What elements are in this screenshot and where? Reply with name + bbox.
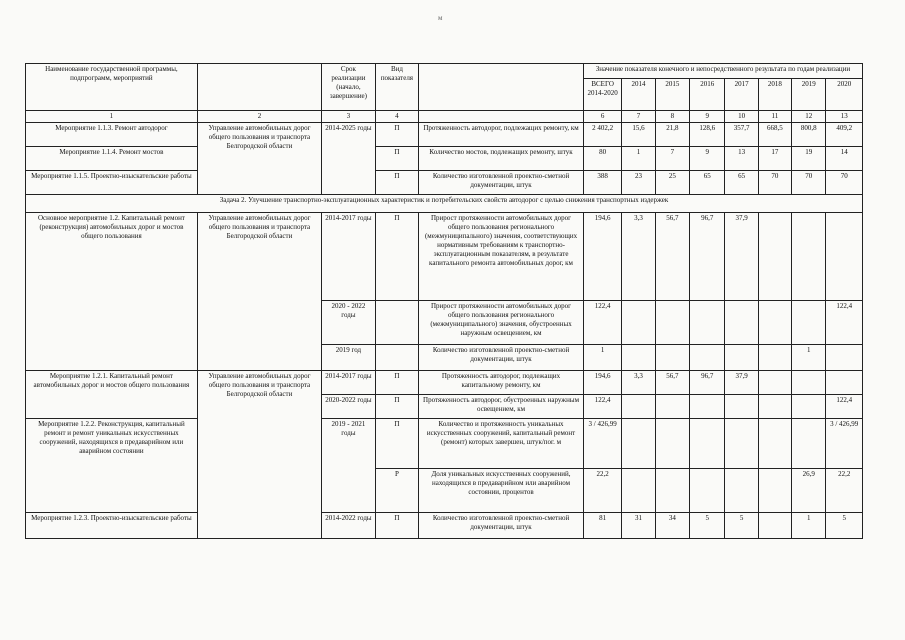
indicator-kind: П xyxy=(375,371,418,395)
table-row xyxy=(26,213,863,301)
measure-name: Мероприятие 1.2.1. Капитальный ремонт автомобильных дорог и мостов общего пользования xyxy=(26,371,198,419)
value-cell xyxy=(690,345,725,371)
col-number: 10 xyxy=(725,111,758,123)
value-cell xyxy=(826,345,863,371)
measure-name: Мероприятие 1.1.4. Ремонт мостов xyxy=(26,147,198,171)
value-cell: 96,7 xyxy=(690,371,725,395)
indicator-text: Количество изготовленной проектно-сметной документации, штук xyxy=(419,171,584,195)
table-row xyxy=(26,419,863,469)
value-cell xyxy=(725,301,758,345)
indicator-text: Протяженность автодорог, обустроенных наружным освещением, км xyxy=(419,395,584,419)
col-number: 3 xyxy=(322,111,376,123)
table-row xyxy=(26,147,863,171)
col-number: 12 xyxy=(792,111,826,123)
value-total: 194,6 xyxy=(583,371,621,395)
main-measure-name: Основное мероприятие 1.2. Капитальный ремонт (реконструкция) автомобильных дорог и мостов общего пользования xyxy=(26,213,198,371)
value-cell xyxy=(690,419,725,469)
value-cell: 1 xyxy=(792,513,826,539)
value-total: 122,4 xyxy=(583,395,621,419)
value-cell xyxy=(725,395,758,419)
term: 2014-2025 годы xyxy=(322,123,376,195)
value-cell: 7 xyxy=(655,147,689,171)
value-cell: 1 xyxy=(792,345,826,371)
indicator-kind: П xyxy=(375,171,418,195)
value-cell xyxy=(826,371,863,395)
value-cell: 37,9 xyxy=(725,371,758,395)
value-cell: 19 xyxy=(792,147,826,171)
term: 2019 год xyxy=(322,345,376,371)
task-heading: Задача 2. Улучшение транспортно-эксплуатационных характеристик и потребительских свойств автодорог с целью снижения транспортных издержек xyxy=(26,195,863,213)
value-total: 22,2 xyxy=(583,469,621,513)
responsible-body: Управление автомобильных дорог общего пользования и транспорта Белгородской области xyxy=(197,213,321,371)
col-number: 9 xyxy=(690,111,725,123)
value-cell xyxy=(655,395,689,419)
header-total: ВСЕГО 2014-2020 xyxy=(583,79,621,111)
value-cell xyxy=(655,469,689,513)
value-cell xyxy=(690,301,725,345)
value-cell: 122,4 xyxy=(826,301,863,345)
value-cell xyxy=(758,371,791,395)
header-row-1 xyxy=(26,64,863,79)
measure-name: Мероприятие 1.1.3. Ремонт автодорог xyxy=(26,123,198,147)
value-total: 3 / 426,99 xyxy=(583,419,621,469)
col-number: 4 xyxy=(375,111,418,123)
header-term: Срок реализации (начало, завершение) xyxy=(322,64,376,111)
indicator-text: Прирост протяженности автомобильных дорог общего пользования регионального (межмуниципального) значения, обустроенных наружным освещением, км xyxy=(419,301,584,345)
value-cell xyxy=(725,469,758,513)
term: 2019 - 2021 годы xyxy=(322,419,376,513)
value-cell xyxy=(792,371,826,395)
value-cell xyxy=(690,395,725,419)
value-cell xyxy=(826,213,863,301)
indicator-text: Протяженность автодорог, подлежащих ремонту, км xyxy=(419,123,584,147)
responsible-body: Управление автомобильных дорог общего пользования и транспорта Белгородской области xyxy=(197,123,321,195)
value-cell xyxy=(758,345,791,371)
header-year: 2018 xyxy=(758,79,791,111)
value-cell: 14 xyxy=(826,147,863,171)
col-number: 7 xyxy=(622,111,655,123)
value-total: 388 xyxy=(583,171,621,195)
value-cell: 3 / 426,99 xyxy=(826,419,863,469)
indicator-kind: П xyxy=(375,123,418,147)
header-year: 2014 xyxy=(622,79,655,111)
value-cell xyxy=(792,301,826,345)
header-year: 2016 xyxy=(690,79,725,111)
value-cell: 23 xyxy=(622,171,655,195)
indicator-text: Прирост протяженности автомобильных дорог общего пользования регионального (межмуниципального) значения, соответствующих нормативным требованиям к транспортно-эксплуатационным показателям, в результате капитального ремонта автомобильных дорог, км xyxy=(419,213,584,301)
value-cell xyxy=(622,395,655,419)
value-cell: 409,2 xyxy=(826,123,863,147)
value-cell: 668,5 xyxy=(758,123,791,147)
value-total: 122,4 xyxy=(583,301,621,345)
measure-name: Мероприятие 1.2.2. Реконструкция, капитальный ремонт и ремонт уникальных искусственных сооружений, находящихся в предаварийном или аварийном состоянии xyxy=(26,419,198,513)
value-cell xyxy=(758,469,791,513)
header-name: Наименование государственной программы, подпрограмм, мероприятий xyxy=(26,64,198,111)
col-number: 13 xyxy=(826,111,863,123)
value-cell: 17 xyxy=(758,147,791,171)
indicator-kind: Р xyxy=(375,469,418,513)
value-cell xyxy=(758,513,791,539)
col-number: 1 xyxy=(26,111,198,123)
term: 2020-2022 годы xyxy=(322,395,376,419)
value-cell xyxy=(758,301,791,345)
indicator-text: Количество и протяженность уникальных искусственных сооружений, капитальный ремонт (ремонт) которых завершен, штук/пог. м xyxy=(419,419,584,469)
indicator-kind: П xyxy=(375,395,418,419)
value-cell: 9 xyxy=(690,147,725,171)
responsible-body: Управление автомобильных дорог общего пользования и транспорта Белгородской области xyxy=(197,371,321,539)
value-cell: 5 xyxy=(725,513,758,539)
indicator-text: Доля уникальных искусственных сооружений, находящихся в предаварийном или аварийном состоянии, процентов xyxy=(419,469,584,513)
value-cell xyxy=(758,395,791,419)
header-year: 2017 xyxy=(725,79,758,111)
indicator-text: Протяженность автодорог, подлежащих капитальному ремонту, км xyxy=(419,371,584,395)
indicator-kind: П xyxy=(375,147,418,171)
value-cell: 357,7 xyxy=(725,123,758,147)
value-cell xyxy=(655,419,689,469)
value-cell xyxy=(792,213,826,301)
value-total: 81 xyxy=(583,513,621,539)
col-number: 2 xyxy=(197,111,321,123)
col-number: 8 xyxy=(655,111,689,123)
table-row xyxy=(26,171,863,195)
value-cell: 1 xyxy=(622,147,655,171)
value-cell: 25 xyxy=(655,171,689,195)
value-cell: 70 xyxy=(792,171,826,195)
value-cell: 22,2 xyxy=(826,469,863,513)
indicator-text: Количество изготовленной проектно-сметной документации, штук xyxy=(419,345,584,371)
col-number: 6 xyxy=(583,111,621,123)
value-cell xyxy=(622,301,655,345)
value-cell: 21,8 xyxy=(655,123,689,147)
indicator-table xyxy=(25,63,863,539)
value-cell xyxy=(690,469,725,513)
value-cell xyxy=(655,345,689,371)
value-cell: 122,4 xyxy=(826,395,863,419)
value-cell xyxy=(622,469,655,513)
indicator-kind: П xyxy=(375,513,418,539)
term: 2014-2017 годы xyxy=(322,371,376,395)
term: 2014-2022 годы xyxy=(322,513,376,539)
value-cell: 800,8 xyxy=(792,123,826,147)
measure-name: Мероприятие 1.1.5. Проектно-изыскательские работы xyxy=(26,171,198,195)
value-total: 80 xyxy=(583,147,621,171)
value-cell: 56,7 xyxy=(655,371,689,395)
indicator-kind: П xyxy=(375,419,418,469)
header-responsible xyxy=(197,64,321,111)
value-cell: 3,3 xyxy=(622,213,655,301)
value-total: 1 xyxy=(583,345,621,371)
value-cell: 13 xyxy=(725,147,758,171)
col-number: 11 xyxy=(758,111,791,123)
value-cell: 15,6 xyxy=(622,123,655,147)
value-cell xyxy=(792,419,826,469)
value-cell: 3,3 xyxy=(622,371,655,395)
value-total: 2 402,2 xyxy=(583,123,621,147)
indicator-text: Количество мостов, подлежащих ремонту, штук xyxy=(419,147,584,171)
value-cell xyxy=(792,395,826,419)
indicator-kind: П xyxy=(375,213,418,301)
value-cell xyxy=(758,419,791,469)
table-row xyxy=(26,513,863,539)
page-mark: м xyxy=(438,14,443,22)
value-cell xyxy=(622,345,655,371)
value-cell: 96,7 xyxy=(690,213,725,301)
value-cell xyxy=(622,419,655,469)
column-numbers-row xyxy=(26,111,863,123)
col-number xyxy=(419,111,584,123)
value-cell xyxy=(725,419,758,469)
value-cell xyxy=(725,345,758,371)
value-cell: 5 xyxy=(690,513,725,539)
header-kind: Вид показателя xyxy=(375,64,418,111)
header-values-group: Значение показателя конечного и непосредственного результата по годам реализации xyxy=(583,64,862,79)
value-total: 194,6 xyxy=(583,213,621,301)
table-row xyxy=(26,123,863,147)
value-cell xyxy=(758,213,791,301)
indicator-kind xyxy=(375,301,418,345)
measure-name: Мероприятие 1.2.3. Проектно-изыскательские работы xyxy=(26,513,198,539)
value-cell: 26,9 xyxy=(792,469,826,513)
value-cell: 5 xyxy=(826,513,863,539)
header-year: 2015 xyxy=(655,79,689,111)
indicator-kind xyxy=(375,345,418,371)
value-cell: 37,9 xyxy=(725,213,758,301)
indicator-text: Количество изготовленной проектно-сметной документации, штук xyxy=(419,513,584,539)
term: 2020 - 2022 годы xyxy=(322,301,376,345)
table-row xyxy=(26,371,863,395)
header-year: 2020 xyxy=(826,79,863,111)
task-row xyxy=(26,195,863,213)
value-cell xyxy=(655,301,689,345)
value-cell: 34 xyxy=(655,513,689,539)
value-cell: 128,6 xyxy=(690,123,725,147)
value-cell: 65 xyxy=(690,171,725,195)
term: 2014-2017 годы xyxy=(322,213,376,301)
value-cell: 31 xyxy=(622,513,655,539)
value-cell: 65 xyxy=(725,171,758,195)
header-year: 2019 xyxy=(792,79,826,111)
value-cell: 70 xyxy=(826,171,863,195)
value-cell: 56,7 xyxy=(655,213,689,301)
value-cell: 70 xyxy=(758,171,791,195)
header-indicator xyxy=(419,64,584,111)
